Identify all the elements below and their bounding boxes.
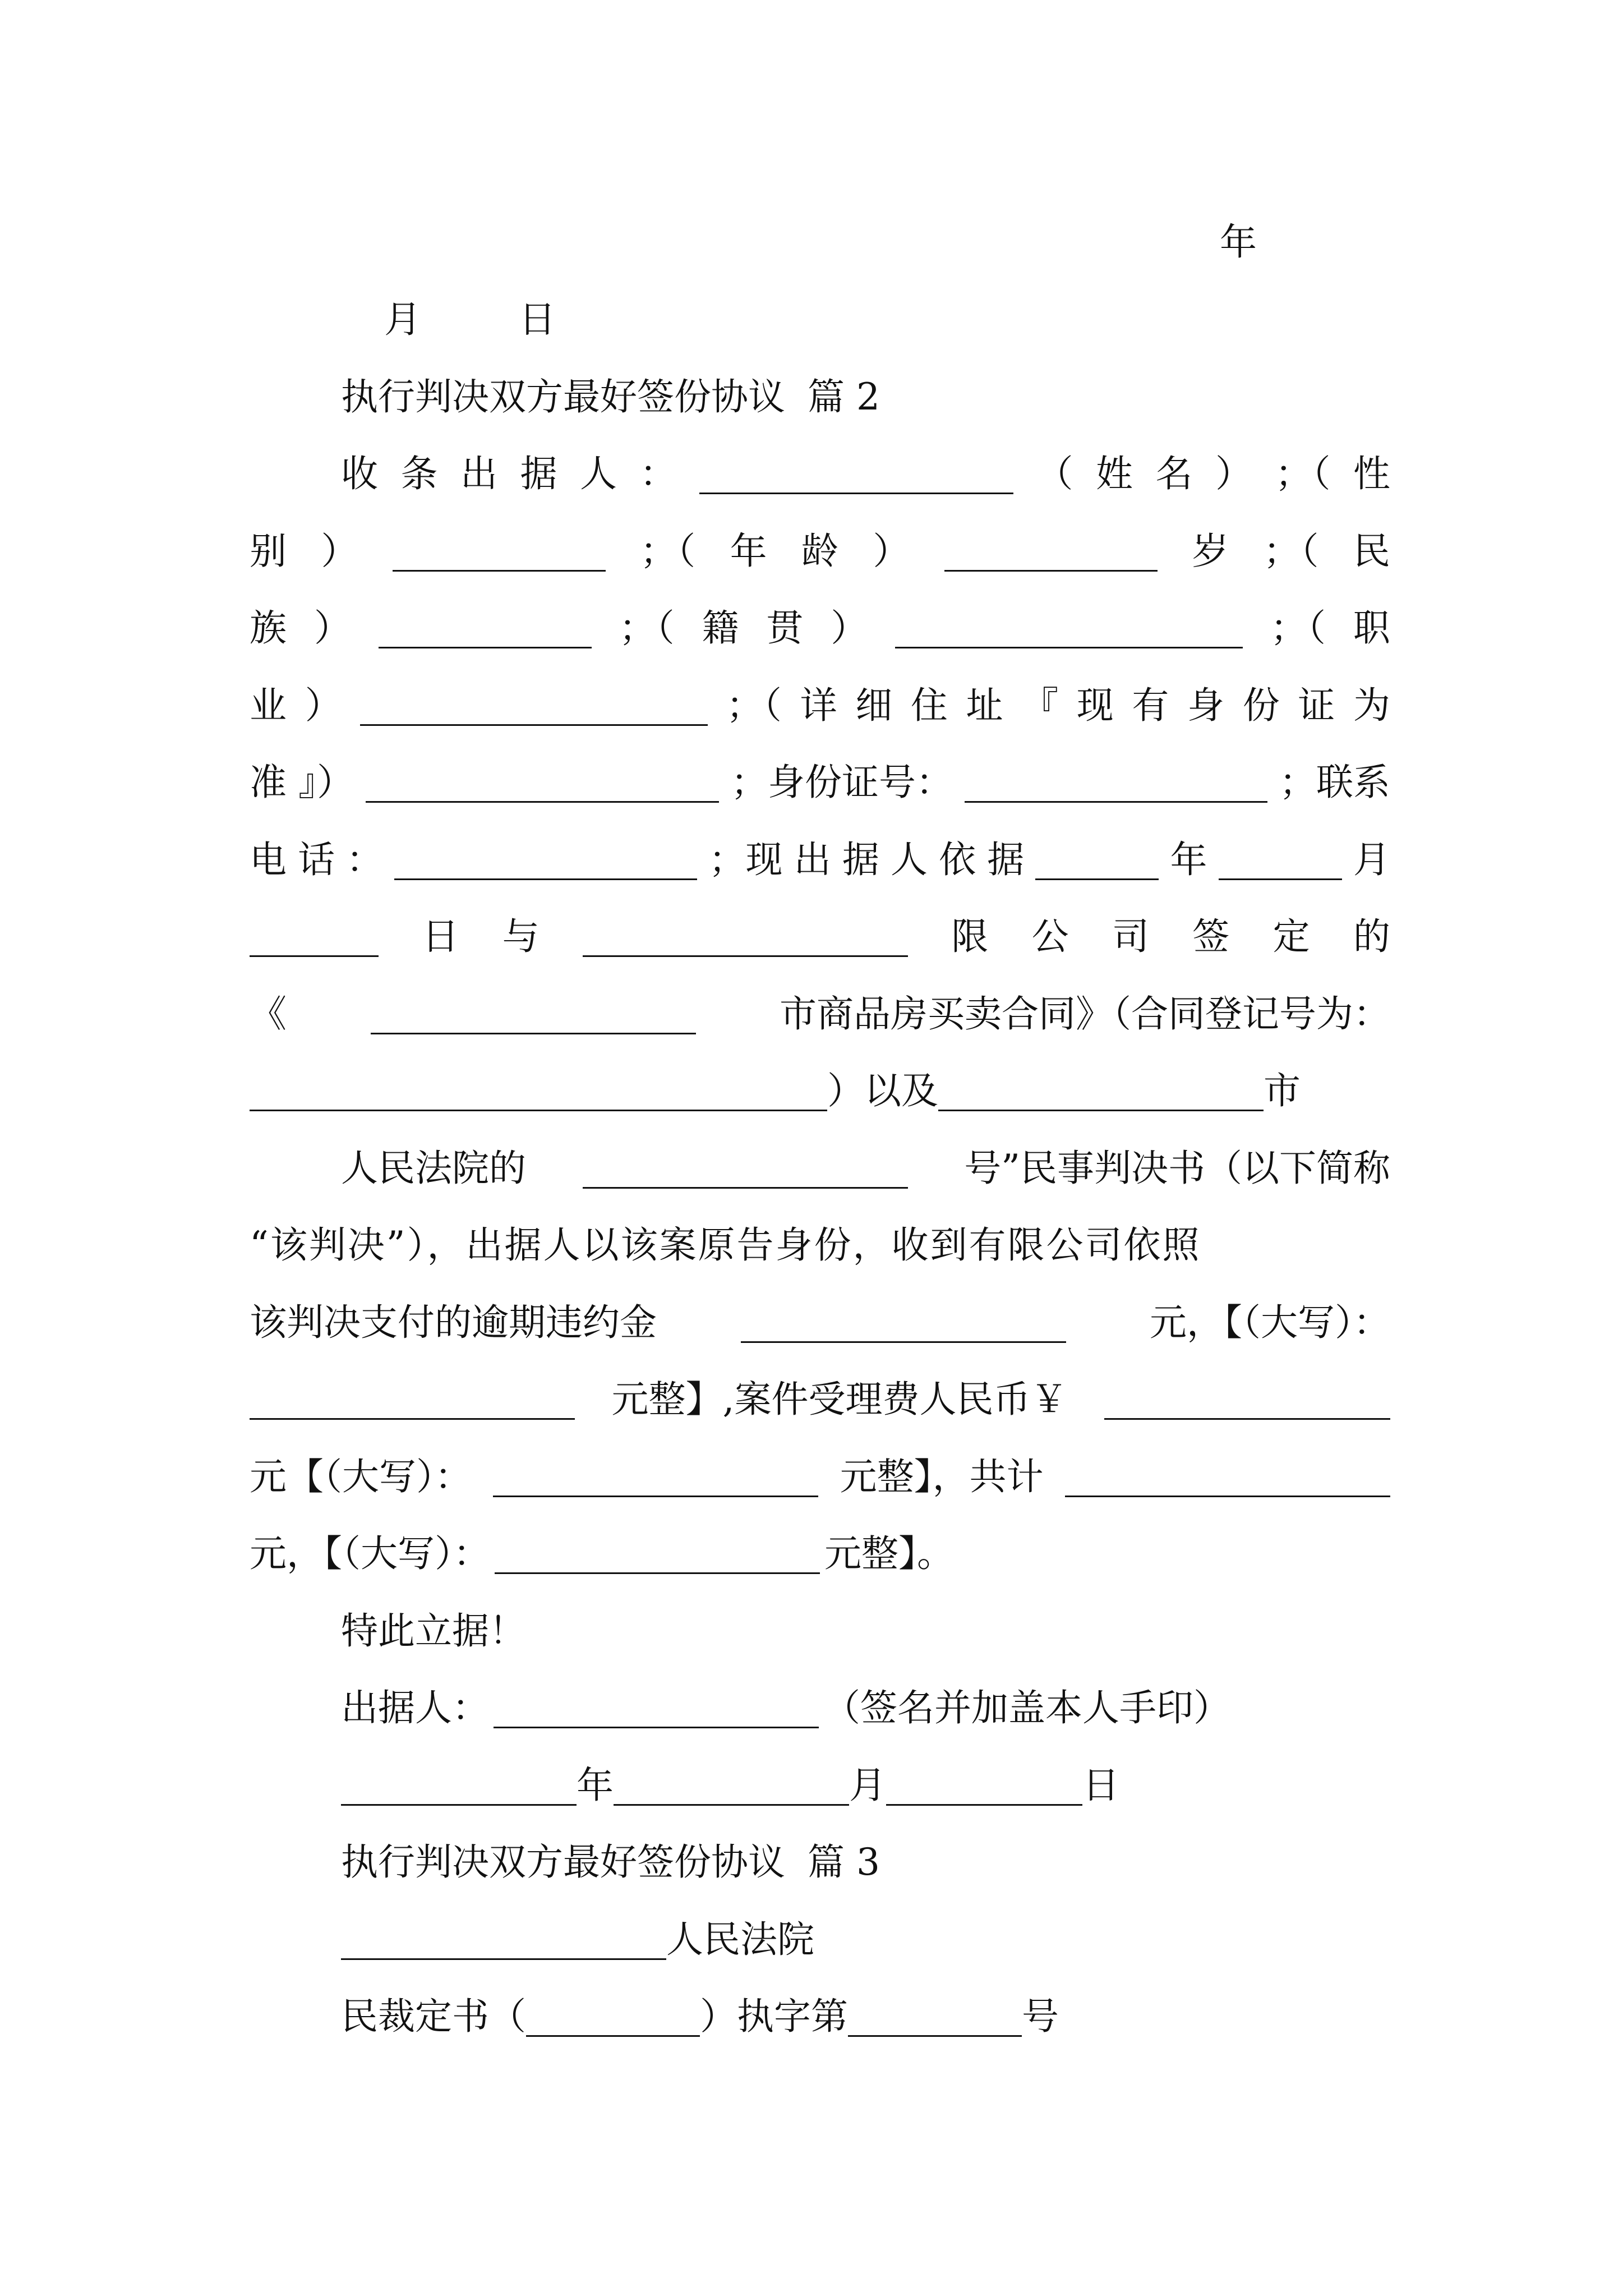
text: 出: [460, 452, 497, 495]
issuer-label: 出据人：: [341, 1686, 489, 1729]
receipt-line-10: [341, 1140, 1390, 1197]
text: 据: [520, 452, 557, 495]
text: 人: [580, 452, 617, 495]
text: ：: [639, 452, 677, 495]
text: 元整】,案件受理费人民币￥: [611, 1378, 1068, 1421]
text: 民裁定书（: [341, 1995, 526, 2038]
section2-title-text: 执行判决双方最好签份协议: [341, 375, 785, 418]
text: 现: [1076, 684, 1114, 727]
issue-date-line: [341, 1757, 1390, 1814]
header-month-day-line: [250, 292, 1390, 348]
text: 出: [794, 838, 831, 881]
text: 细: [855, 684, 893, 727]
text: ）: [313, 606, 351, 650]
text: 《: [250, 992, 287, 1036]
text: 元，【（大写）：: [1150, 1301, 1390, 1344]
text: 岁: [1192, 530, 1229, 573]
text: 姓: [1096, 452, 1133, 495]
text: ）: [1215, 452, 1252, 495]
text: ）: [873, 530, 910, 573]
text: 公: [1031, 915, 1069, 958]
text: ；联系: [1279, 761, 1390, 804]
text: 份: [1242, 684, 1280, 727]
text: 『: [1021, 684, 1059, 727]
receipt-line-4: [250, 678, 1390, 734]
text: ）: [831, 606, 868, 650]
text: 据: [987, 838, 1025, 881]
penalty-capital-blank[interactable]: [250, 1379, 575, 1420]
text: 元，【（大写）：: [250, 1532, 490, 1575]
text: 龄: [801, 530, 838, 573]
text: 』）: [298, 761, 354, 804]
receipt-line-11: [250, 1217, 1390, 1273]
header-month: 月: [384, 298, 421, 341]
fee-capital-blank[interactable]: [493, 1457, 818, 1497]
text: 证: [1298, 684, 1335, 727]
text: 司: [1112, 915, 1149, 958]
receipt-line-13: [250, 1372, 1390, 1428]
name-blank[interactable]: [699, 454, 1013, 494]
text: ；（: [726, 684, 782, 727]
text: 电: [250, 838, 287, 881]
text: 年: [577, 1764, 614, 1807]
receipt-line-9: [250, 1063, 1390, 1119]
gender-blank[interactable]: [393, 531, 606, 572]
penalty-amount-blank[interactable]: [741, 1303, 1066, 1343]
text: 条: [400, 452, 438, 495]
text: 依: [939, 838, 976, 881]
header-year: 年: [1220, 220, 1257, 264]
text: 人民法院的: [341, 1147, 526, 1190]
text: 日: [422, 915, 459, 958]
text: 话: [298, 838, 335, 881]
receipt-line-1: [341, 446, 1390, 502]
text: 职: [1353, 606, 1390, 650]
text: ）: [305, 684, 342, 727]
phone-blank[interactable]: [394, 840, 697, 880]
text: 日: [1082, 1764, 1119, 1807]
text: 族: [250, 606, 287, 650]
text: 该判决支付的逾期违约金: [250, 1301, 657, 1344]
receipt-line-8: [250, 986, 1390, 1042]
receipt-line-5: [250, 754, 1390, 811]
text: ；（: [1275, 452, 1331, 495]
total-amount-blank[interactable]: [1065, 1457, 1390, 1497]
company-name-blank[interactable]: [583, 917, 908, 957]
text: 元整】。: [824, 1532, 954, 1575]
receipt-line-3: [250, 600, 1390, 656]
receipt-line-16: [341, 1603, 1390, 1659]
text: ；（: [640, 530, 696, 573]
text: 人民法院: [666, 1918, 814, 1961]
text: 元整】，共计: [840, 1455, 1044, 1498]
text: 名: [1155, 452, 1193, 495]
text: ）: [321, 530, 358, 573]
section3-title-number: 篇 3: [808, 1841, 880, 1884]
text: 限: [951, 915, 989, 958]
text: 年: [1170, 838, 1207, 881]
text: 籍: [702, 606, 739, 650]
contract-year-blank[interactable]: [1035, 840, 1159, 880]
issue-day-blank[interactable]: [886, 1765, 1082, 1806]
text: 贯: [766, 606, 804, 650]
text: 详: [800, 684, 837, 727]
court-fee-blank[interactable]: [1104, 1379, 1390, 1420]
text: 身: [1187, 684, 1225, 727]
ruling-line: [341, 1989, 1390, 2045]
text: 元【（大写）：: [250, 1455, 472, 1498]
text: 月: [1353, 838, 1390, 881]
text: 性: [1353, 452, 1390, 495]
text: 年: [730, 530, 767, 573]
text: 特此立据！: [341, 1609, 526, 1653]
section2-title-number: 篇 2: [808, 375, 880, 418]
text: 民: [1353, 530, 1390, 573]
text: 的: [1353, 915, 1390, 958]
contract-month-blank[interactable]: [1219, 840, 1342, 880]
receipt-line-6: [250, 832, 1390, 888]
issuer-signature-blank[interactable]: [494, 1688, 819, 1728]
text: ；（: [1270, 606, 1326, 650]
text: ）以及: [827, 1069, 938, 1112]
text: （: [1036, 452, 1073, 495]
text: 址: [966, 684, 1003, 727]
text: 与: [502, 915, 540, 958]
text: 市商品房买卖合同》（合同登记号为：: [780, 992, 1390, 1036]
court-line: [341, 1912, 1390, 1968]
text: 月: [849, 1764, 886, 1807]
text: 收: [341, 452, 378, 495]
contract-number-blank[interactable]: [250, 1071, 827, 1111]
case-number-blank[interactable]: [583, 1148, 908, 1189]
section3-title: [341, 1834, 1390, 1890]
occupation-blank[interactable]: [360, 685, 708, 726]
text: ；身份证号：: [731, 761, 953, 804]
text: 号”民事判决书（以下简称: [964, 1147, 1390, 1190]
section3-title-text: 执行判决双方最好签份协议: [341, 1841, 785, 1884]
text: 为: [1353, 684, 1390, 727]
text: ；现: [708, 838, 783, 881]
address-blank[interactable]: [366, 762, 719, 803]
text: （签名并加盖本人手印）: [823, 1686, 1230, 1729]
id-number-blank[interactable]: [965, 762, 1267, 803]
city-blank[interactable]: [371, 994, 696, 1034]
total-capital-blank[interactable]: [495, 1534, 820, 1574]
receipt-line-12: [250, 1295, 1390, 1351]
header-day: 日: [519, 298, 556, 341]
receipt-line-2: [250, 523, 1390, 579]
text: ；（: [1263, 530, 1319, 573]
ruling-number-blank[interactable]: [848, 1996, 1022, 2037]
text: 据: [842, 838, 879, 881]
age-blank[interactable]: [944, 531, 1158, 572]
text: 业: [250, 684, 287, 727]
native-place-blank[interactable]: [895, 608, 1243, 648]
receipt-line-15: [250, 1526, 1390, 1582]
text: 有: [1132, 684, 1169, 727]
text: ；（: [619, 606, 675, 650]
text: 住: [910, 684, 948, 727]
receipt-line-14: [250, 1449, 1390, 1505]
court-city-blank[interactable]: [938, 1071, 1264, 1111]
text: 别: [250, 530, 287, 573]
text: 人: [890, 838, 928, 881]
header-year-line: [250, 214, 1390, 270]
text: 签: [1192, 915, 1230, 958]
issue-month-blank[interactable]: [614, 1765, 849, 1806]
text: “该判决”），出据人以该案原告身份，收到有限公司依照: [250, 1223, 1201, 1267]
issue-year-blank[interactable]: [341, 1765, 577, 1806]
text: ：: [346, 838, 384, 881]
ethnicity-blank[interactable]: [379, 608, 592, 648]
court-name-blank[interactable]: [341, 1920, 666, 1960]
text: 市: [1264, 1069, 1301, 1112]
contract-day-blank[interactable]: [250, 917, 379, 957]
ruling-year-blank[interactable]: [526, 1996, 700, 2037]
text: ）执字第: [700, 1995, 848, 2038]
issuer-line: [341, 1680, 1390, 1736]
text: 号: [1022, 1995, 1059, 2038]
text: 定: [1272, 915, 1310, 958]
text: 准: [250, 761, 287, 804]
section2-title: [341, 369, 1390, 425]
receipt-line-7: [250, 909, 1390, 965]
